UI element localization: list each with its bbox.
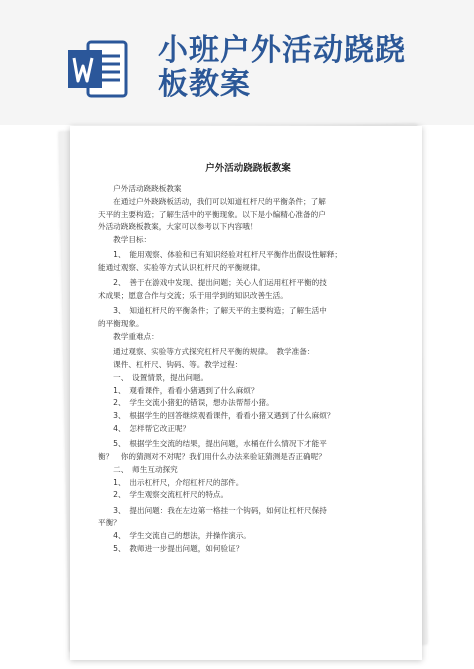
document-page (70, 126, 422, 660)
document-line: 能通过观察、实验等方式认识杠杆尺的平衡规律。 (98, 263, 266, 273)
document-line: 外活动跷跷板教案，大家可以参考以下内容哦！ (98, 222, 258, 232)
document-line: 3、 知道杠杆尺的平衡条件；了解天平的主要构造；了解生活中 (98, 306, 327, 316)
cover-title (158, 34, 468, 102)
document-line: 的平衡现象。 (98, 319, 144, 329)
document-line: 二、 师生互动探究 (98, 464, 178, 474)
document-line: 2、 学生交流小猪犯的错误，想办法帮帮小猪。 (98, 398, 274, 408)
document-line: 教学目标： (98, 235, 152, 245)
word-document-icon (66, 38, 128, 100)
document-line: 天平的主要构造；了解生活中的平衡现象。以下是小编精心准备的户 (98, 209, 326, 219)
document-line: 1、 能用观察、体验和已有知识经验对杠杆尺平衡作出假设性解释； (98, 250, 343, 260)
document-line: 3、 提出问题：我在左边第一格挂一个钩码，如何让杠杆尺保持 (98, 505, 327, 515)
cover-header (0, 0, 474, 125)
document-title: 户外活动跷跷板教案 (205, 163, 291, 174)
document-line: 5、 教师进一步提出问题，如何验证？ (98, 543, 244, 553)
document-line: 教学重难点： (98, 331, 159, 341)
document-line: 平衡？ (98, 518, 121, 528)
document-line: 通过观察、实验等方式探究杠杆尺平衡的规律。 教学准备： (98, 347, 315, 357)
document-line: 1、 观看课件，看看小猪遇到了什么麻烦？ (98, 385, 259, 395)
document-line: 术成果；愿意合作与交流；乐于用学到的知识改善生活。 (98, 291, 288, 301)
document-line: 衡？ 你的猜测对不对呢？我们用什么办法来验证猜测是否正确呢？ (98, 451, 326, 461)
document-line: 一、 设置情景，提出问题。 (98, 372, 209, 382)
document-line: 2、 善于在游戏中发现、提出问题；关心人们运用杠杆平衡的技 (98, 278, 327, 288)
document-line: 在通过户外跷跷板活动，我们可以知道杠杆尺的平衡条件；了解 (98, 196, 326, 206)
document-line: 5、 根据学生交流的结果，提出问题，水桶在什么情况下才能平 (98, 439, 327, 449)
document-line: 课件、杠杆尺、钩码、等。教学过程： (98, 359, 243, 369)
document-line: 户外活动跷跷板教案 (98, 184, 182, 193)
cover-title-line-2: 板教案 (158, 67, 251, 102)
document-line: 1、 出示杠杆尺，介绍杠杆尺的部件。 (98, 477, 244, 487)
cover-title-line-1: 小班户外活动跷跷 (158, 33, 406, 68)
document-line: 4、 怎样帮它改正呢？ (98, 423, 191, 433)
document-line: 4、 学生交流自己的想法，并操作演示。 (98, 531, 251, 541)
document-line: 3、 根据学生的回答继续观看课件，看看小猪又遇到了什么麻烦？ (98, 411, 335, 421)
document-line: 2、 学生观察交流杠杆尺的特点。 (98, 490, 229, 500)
